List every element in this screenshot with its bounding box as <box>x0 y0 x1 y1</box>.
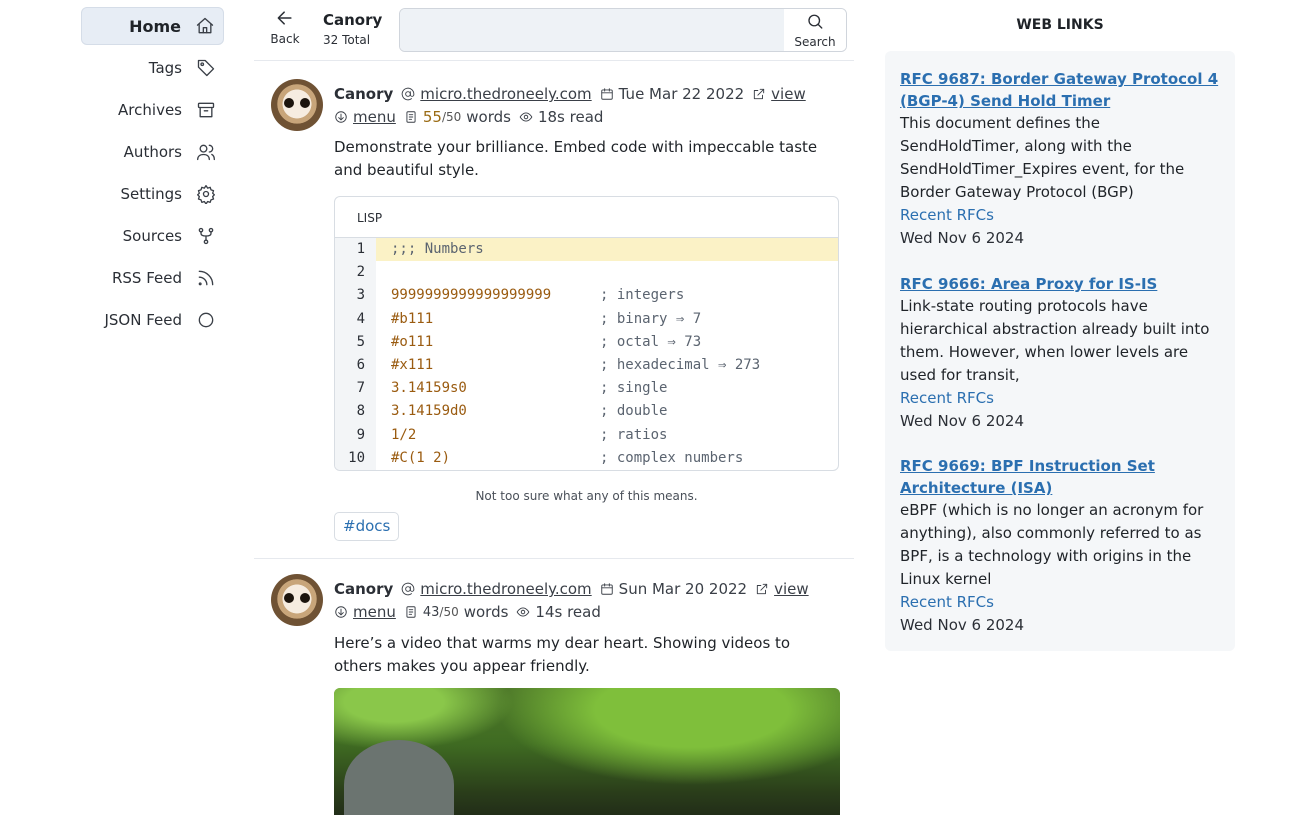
web-link-title[interactable]: RFC 9669: BPF Instruction Set Architecture (ISA) <box>900 457 1155 497</box>
word-limit: /50 <box>439 605 459 619</box>
git-fork-icon <box>196 226 216 246</box>
external-link-icon <box>752 87 766 101</box>
nav-item-settings[interactable] <box>81 175 224 213</box>
post-meta <box>334 85 814 103</box>
post-menu-link[interactable]: menu <box>353 108 396 126</box>
external-link-icon <box>755 582 769 596</box>
code-comment: ; single <box>600 380 668 397</box>
rss-icon <box>196 268 216 288</box>
code-literal: #o111 <box>391 333 434 350</box>
code-literal: 3.14159s0 <box>391 380 467 397</box>
post-date: Tue Mar 22 2022 <box>618 85 745 103</box>
gear-icon <box>196 184 216 204</box>
nav-item-archives[interactable] <box>81 91 224 129</box>
word-count: 43 <box>422 604 440 620</box>
avatar-eye <box>284 98 294 108</box>
web-links-panel <box>885 51 1235 651</box>
calendar-icon <box>600 582 614 596</box>
eye-icon <box>519 110 533 124</box>
nav-item-label: Tags <box>148 59 182 77</box>
web-link-description: eBPF (which is no longer an acronym for anything), also commonly referred to as BPF, is a technology with origins in the Linux kernel <box>900 501 1204 588</box>
search-box <box>399 8 847 52</box>
search-label: Search <box>794 35 836 49</box>
code-text <box>376 447 838 470</box>
code-line-row <box>335 261 838 284</box>
post-meta <box>334 580 817 598</box>
code-line-row <box>335 238 838 261</box>
post-count: 32 Total <box>323 33 371 47</box>
line-number: 5 <box>335 331 376 354</box>
code-text <box>376 284 838 307</box>
code-line-row <box>335 308 838 331</box>
nav-item-tags[interactable] <box>81 49 224 87</box>
post-body: Demonstrate your brilliance. Embed code with impeccable taste and beautiful style. <box>334 138 818 179</box>
web-link-source[interactable]: Recent RFCs <box>900 206 994 224</box>
code-literal: ;;; Numbers <box>391 241 484 257</box>
tag-link[interactable]: #docs <box>334 512 399 541</box>
post <box>254 62 854 558</box>
code-text <box>376 261 838 284</box>
users-icon <box>196 142 216 162</box>
code-comment: ; octal ⇒ 73 <box>600 333 702 350</box>
read-time: 18s read <box>537 108 604 126</box>
code-block <box>334 196 839 471</box>
read-time: 14s read <box>535 603 601 621</box>
line-number: 10 <box>335 447 376 470</box>
post-view-link[interactable]: view <box>774 580 809 598</box>
code-text <box>376 424 838 447</box>
avatar-eye <box>284 593 294 603</box>
code-text <box>376 400 838 423</box>
post-meta-secondary <box>334 108 611 126</box>
web-link-item <box>900 68 1222 250</box>
code-comment: ; binary ⇒ 7 <box>600 310 702 327</box>
code-text <box>376 331 838 354</box>
post-body: Here’s a video that warms my dear heart. Showing videos to others makes you appear friendly. <box>334 634 791 675</box>
words-label: words <box>466 108 511 126</box>
post-date: Sun Mar 20 2022 <box>618 580 748 598</box>
code-literal: 9999999999999999999 <box>391 287 552 304</box>
code-line-row <box>335 424 838 447</box>
nav-item-home[interactable] <box>81 7 224 45</box>
eye-icon <box>516 605 530 619</box>
nav-item-rss-feed[interactable] <box>81 259 224 297</box>
search-input[interactable] <box>400 9 784 51</box>
nav-item-label: Sources <box>122 227 182 245</box>
document-icon <box>404 110 418 124</box>
nav-item-sources[interactable] <box>81 217 224 255</box>
code-text <box>376 308 838 331</box>
nav-item-label: JSON Feed <box>104 311 182 329</box>
web-link-date: Wed Nov 6 2024 <box>900 229 1024 247</box>
archive-icon <box>196 100 216 120</box>
post-author[interactable]: Canory <box>334 85 394 103</box>
video-player[interactable] <box>334 688 840 815</box>
line-number: 6 <box>335 354 376 377</box>
nav-item-label: Home <box>129 16 181 36</box>
nav-item-label: Authors <box>123 143 182 161</box>
code-line-row <box>335 400 838 423</box>
left-nav <box>81 7 224 343</box>
line-number: 3 <box>335 284 376 307</box>
code-comment: ; double <box>600 403 668 420</box>
top-bar <box>254 0 854 61</box>
post-domain-link[interactable]: micro.thedroneely.com <box>420 85 592 103</box>
web-link-source[interactable]: Recent RFCs <box>900 593 994 611</box>
words-label: words <box>463 603 509 621</box>
nav-item-label: Archives <box>118 101 182 119</box>
code-caption: Not too sure what any of this means. <box>475 489 698 503</box>
post-menu-link[interactable]: menu <box>353 603 396 621</box>
web-link-date: Wed Nov 6 2024 <box>900 412 1024 430</box>
avatar-eye <box>300 98 310 108</box>
page-title: Canory <box>323 11 383 29</box>
code-literal: #b111 <box>391 310 434 327</box>
code-line-row <box>335 284 838 307</box>
line-number: 9 <box>335 424 376 447</box>
line-number: 2 <box>335 261 376 284</box>
web-link-description: Link-state routing protocols have hierarchical abstraction already built into them. However, when lower levels are used for transit, <box>900 297 1210 384</box>
document-icon <box>404 605 418 619</box>
line-number: 1 <box>335 238 376 261</box>
code-comment: ; complex numbers <box>600 449 744 466</box>
code-text <box>376 377 838 400</box>
code-literal: 3.14159d0 <box>391 403 467 420</box>
arrow-down-circle-icon <box>334 110 348 124</box>
calendar-icon <box>600 87 614 101</box>
web-link-title[interactable]: RFC 9666: Area Proxy for IS-IS <box>900 275 1158 293</box>
code-line-row <box>335 331 838 354</box>
code-text <box>376 238 838 261</box>
code-line-row <box>335 447 838 470</box>
nav-item-json-feed[interactable] <box>81 301 224 339</box>
web-link-source[interactable]: Recent RFCs <box>900 389 994 407</box>
circle-icon <box>196 310 216 330</box>
code-lines <box>335 238 838 470</box>
arrow-down-circle-icon <box>334 605 348 619</box>
line-number: 4 <box>335 308 376 331</box>
post <box>254 559 854 815</box>
search-icon <box>806 16 824 35</box>
code-line-row <box>335 354 838 377</box>
web-link-title[interactable]: RFC 9687: Border Gateway Protocol 4 (BGP-4) Send Hold Timer <box>900 70 1219 110</box>
avatar[interactable] <box>271 574 323 626</box>
web-link-item <box>900 455 1222 637</box>
web-link-date: Wed Nov 6 2024 <box>900 616 1024 634</box>
post-author[interactable]: Canory <box>334 580 394 598</box>
avatar-eye <box>300 593 310 603</box>
post-meta-secondary <box>334 603 609 621</box>
code-literal: 1/2 <box>391 426 417 443</box>
post-view-link[interactable]: view <box>771 85 806 103</box>
video-frame-grass <box>464 688 840 798</box>
post-domain-link[interactable]: micro.thedroneely.com <box>420 580 592 598</box>
code-text <box>376 354 838 377</box>
code-literal: #C(1 2) <box>391 449 451 466</box>
word-limit: /50 <box>441 110 462 124</box>
code-comment: ; hexadecimal ⇒ 273 <box>600 356 761 373</box>
back-button[interactable] <box>267 8 303 46</box>
nav-item-label: Settings <box>120 185 182 203</box>
word-count: 55 <box>422 108 442 126</box>
web-link-item <box>900 273 1222 433</box>
arrow-left-icon <box>275 13 295 32</box>
code-literal: #x111 <box>391 356 434 373</box>
tag-icon <box>196 58 216 78</box>
nav-item-label: RSS Feed <box>111 269 182 287</box>
avatar[interactable] <box>271 79 323 131</box>
line-number: 8 <box>335 400 376 423</box>
line-number: 7 <box>335 377 376 400</box>
home-icon <box>195 16 215 36</box>
web-link-description: This document defines the SendHoldTimer, along with the SendHoldTimer_Expires event, for the Border Gateway Protocol (BGP) <box>900 114 1185 201</box>
web-links-heading: WEB LINKS <box>1016 17 1104 33</box>
search-button[interactable] <box>784 9 846 51</box>
code-language: LISP <box>335 197 838 238</box>
code-line-row <box>335 377 838 400</box>
nav-item-authors[interactable] <box>81 133 224 171</box>
back-label: Back <box>270 32 300 46</box>
code-comment: ; integers <box>600 287 685 304</box>
at-icon <box>401 87 415 101</box>
at-icon <box>401 582 415 596</box>
code-comment: ; ratios <box>600 426 668 443</box>
